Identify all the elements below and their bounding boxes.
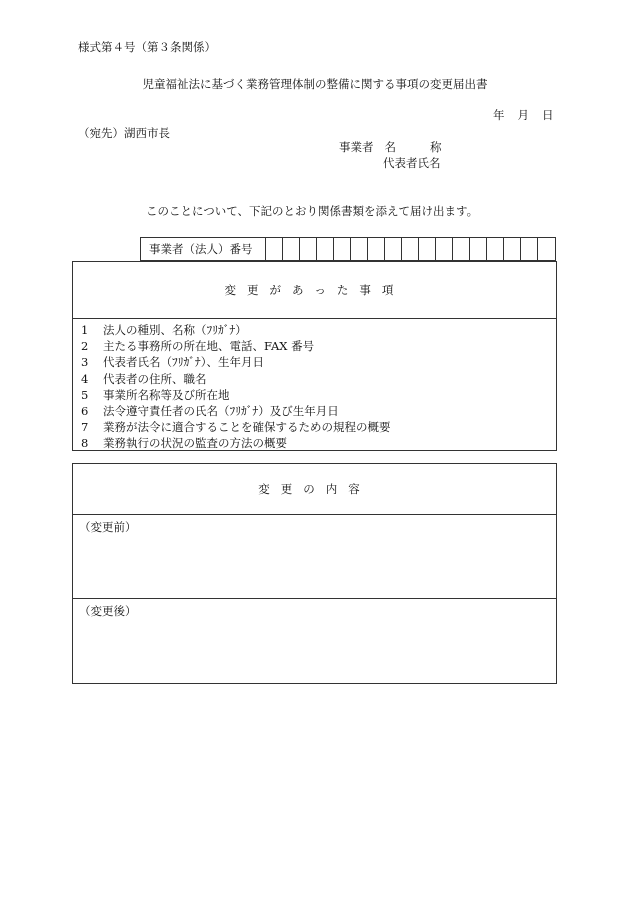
after-change-field[interactable] bbox=[73, 599, 556, 683]
item-number: 6 bbox=[81, 403, 89, 418]
item-number: 2 bbox=[81, 339, 89, 354]
corp-number-cell[interactable] bbox=[266, 238, 283, 260]
form-number: 様式第４号（第３条関係） bbox=[78, 40, 216, 54]
corp-number-cell[interactable] bbox=[334, 238, 351, 260]
item-text: 法令遵守責任者の氏名（ﾌﾘｶﾞﾅ）及び生年月日 bbox=[103, 403, 339, 418]
item-text: 代表者氏名（ﾌﾘｶﾞﾅ）、生年月日 bbox=[103, 355, 264, 370]
list-item bbox=[73, 322, 556, 338]
changed-items-heading: 変更があった事項 bbox=[73, 262, 556, 319]
before-change-label: （変更前） bbox=[79, 520, 137, 534]
submitter-name-label-a: 名 bbox=[384, 140, 396, 154]
date-month-label: 月 bbox=[517, 108, 529, 122]
corp-number-cell[interactable] bbox=[419, 238, 436, 260]
item-number: 4 bbox=[81, 371, 89, 386]
corp-number-cell[interactable] bbox=[368, 238, 385, 260]
corp-number-cell[interactable] bbox=[317, 238, 334, 260]
corp-number-cell[interactable] bbox=[470, 238, 487, 260]
addressee: （宛先）湖西市長 bbox=[78, 126, 170, 140]
date-year-label: 年 bbox=[493, 108, 505, 122]
corp-number-cell[interactable] bbox=[300, 238, 317, 260]
list-item bbox=[73, 371, 556, 387]
list-item bbox=[73, 403, 556, 419]
corp-number-cell[interactable] bbox=[436, 238, 453, 260]
changed-items-list bbox=[73, 319, 556, 452]
submitter-name-label-b: 称 bbox=[430, 140, 442, 154]
document-title: 児童福祉法に基づく業務管理体制の整備に関する事項の変更届出書 bbox=[142, 77, 488, 91]
item-number: 8 bbox=[81, 436, 89, 451]
corp-number-label: 事業者（法人）番号 bbox=[141, 238, 266, 260]
item-number: 5 bbox=[81, 387, 89, 402]
item-text: 業務執行の状況の監査の方法の概要 bbox=[103, 436, 287, 451]
list-item bbox=[73, 419, 556, 435]
corp-number-cell[interactable] bbox=[402, 238, 419, 260]
item-text: 主たる事務所の所在地、電話、FAX 番号 bbox=[103, 339, 315, 354]
item-text: 事業所名称等及び所在地 bbox=[103, 387, 230, 402]
date-day-label: 日 bbox=[542, 108, 554, 122]
corp-number-row bbox=[140, 237, 556, 261]
submitter-line bbox=[339, 142, 442, 154]
corp-number-cell[interactable] bbox=[504, 238, 521, 260]
corp-number-cell[interactable] bbox=[283, 238, 300, 260]
date-line bbox=[493, 110, 554, 122]
list-item bbox=[73, 435, 556, 451]
corp-number-cell[interactable] bbox=[385, 238, 402, 260]
item-text: 代表者の住所、職名 bbox=[103, 371, 207, 386]
item-number: 7 bbox=[81, 420, 89, 435]
item-text: 法人の種別、名称（ﾌﾘｶﾞﾅ） bbox=[103, 323, 247, 337]
list-item bbox=[73, 354, 556, 370]
change-details-table bbox=[72, 463, 557, 684]
item-number: 1 bbox=[81, 323, 89, 337]
corp-number-cell[interactable] bbox=[453, 238, 470, 260]
changed-items-table bbox=[72, 261, 557, 451]
representative-label: 代表者氏名 bbox=[383, 156, 441, 170]
after-change-label: （変更後） bbox=[79, 604, 137, 618]
item-number: 3 bbox=[81, 355, 89, 370]
item-text: 業務が法令に適合することを確保するための規程の概要 bbox=[103, 420, 391, 435]
before-change-field[interactable] bbox=[73, 515, 556, 599]
corp-number-cell[interactable] bbox=[487, 238, 504, 260]
change-details-heading: 変更の内容 bbox=[73, 464, 556, 515]
corp-number-cell[interactable] bbox=[521, 238, 538, 260]
list-item bbox=[73, 387, 556, 403]
list-item bbox=[73, 338, 556, 354]
corp-number-cell[interactable] bbox=[538, 238, 555, 260]
submitter-label: 事業者 bbox=[339, 140, 374, 154]
corp-number-cell[interactable] bbox=[351, 238, 368, 260]
intro-text: このことについて、下記のとおり関係書類を添えて届け出ます。 bbox=[146, 204, 479, 218]
